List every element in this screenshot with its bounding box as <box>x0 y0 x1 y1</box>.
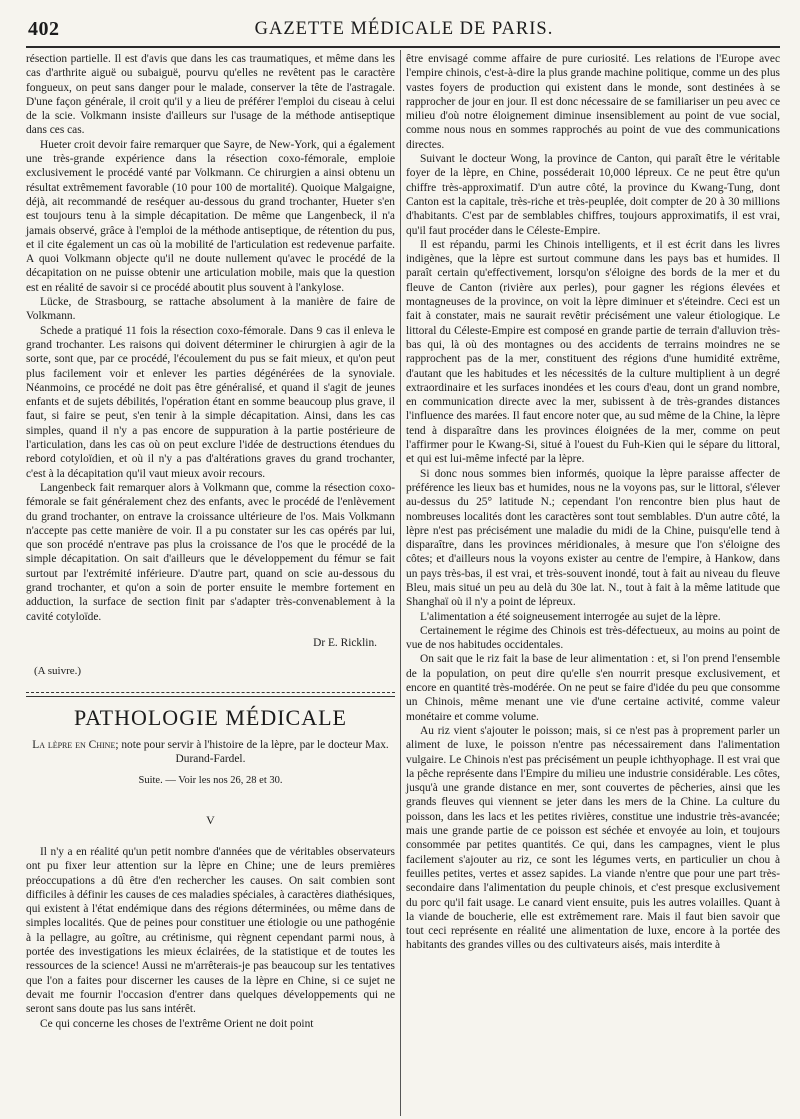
paragraph: Si donc nous sommes bien informés, quoique la lèpre paraisse affecter de préférence les lieux bas et humides, nous ne la voyons pas, sur le littoral, s'élever au-dessus du 25° latitude N.; cependant l'on rencontre bien plus haut de nombreuses localités dont les caractères sont tout semblables. D'un autre côté, la lèpre n'est pas précisément une maladie du midi de la Chine, puisqu'elle tend à disparaître, dans les provinces méridionales, à mesure que l'on s'éloigne des côtes; et d'ailleurs nous la voyons exister au centre de l'empire, à Hankow, dans un pays très-bas, il est vrai, et très-souvent inondé, tout à fait au niveau du fleuve Bleu, mais situé un peu au delà du 30e lat. N., tout à fait à la même latitude que Shanghaï où il n'y a point de lépreux. <box>406 467 780 609</box>
header-rule <box>26 46 780 48</box>
paragraph: Ce qui concerne les choses de l'extrême Orient ne doit point <box>40 1017 314 1030</box>
paragraph: Schede a pratiqué 11 fois la résection coxo-fémorale. Dans 9 cas il enleva le grand trochanter. Les raisons qui doivent déterminer le chirurgien à agir de la sorte, sont que, par ce procédé, l'écoulement du pus se fait mieux, et qu'on peut plus facilement voir et enlever les parties dégénérées de la synoviale. Néanmoins, ce procédé ne doit pas être généralisé, et quand il s'agit de jeunes enfants et de sujets débilités, l'opération étant en somme beaucoup plus grave, il faut, si faire se peut, s'en tenir à la simple décapitation. Ainsi, dans les cas simples, quand il n'y a pas encore de suppuration à la partie postérieure de l'articulation, dans les cas où on peut exclure l'idée de destructions étendues du rebord cotyloïdien, et où il n'y a pas d'altérations graves du grand trochanter, c'est à la décapitation qu'il vaut mieux avoir recours. <box>26 324 395 480</box>
page-number: 402 <box>28 18 60 40</box>
article-title-topic: La lèpre en Chine <box>32 738 116 751</box>
chapter-number: V <box>206 812 215 827</box>
right-column <box>406 52 780 953</box>
paragraph: Suivant le docteur Wong, la province de Canton, qui paraît être le véritable foyer de la lèpre, en Chine, posséderait 10,000 lépreux. Ce ne peut être qu'un chiffre très-approximatif. D'un autre côté, la province du Kwang-Tung, dont Canton est la capitale, très-riche et très-peuplée, doit compter de 20 à 30 millions d'habitants. C'est par de semblables chiffres, toujours approximatifs, il est vrai, qu'il faut procéder dans le Céleste-Empire. <box>406 153 780 237</box>
page-header <box>28 14 780 44</box>
paragraph: L'alimentation a été soigneusement interrogée au sujet de la lèpre. <box>420 610 721 623</box>
paragraph: Langenbeck fait remarquer alors à Volkmann que, comme la résection coxo-fémorale se fait généralement chez des enfants, avec le procédé de l'enlèvement du grand trochanter, on entrave la croissance ultérieure de l'os. Mais Volkmann n'accepte pas cette manière de voir. Il a pu constater sur les cas opérés par lui, que son procédé n'entrave pas plus la croissance de l'os que le procédé de la simple décapitation. On sait d'ailleurs que le développement du fémur se fait surtout par l'extrémité inférieure. D'autre part, quand on scie au-dessous du grand trochanter, et qu'on a soin de porter ensuite le membre fortement en adduction, la surface de section finit par s'adapter très-convenablement à la cavité cotyloïde. <box>26 481 395 623</box>
paragraph: On sait que le riz fait la base de leur alimentation : et, si l'on prend l'ensemble de la population, on peut dire qu'elle s'en nourrit presque exclusivement, et encore en quantité très-modérée. On ne peut se faire d'idée du peu que consomme un Chinois, même menant une vie d'une certaine activité, comme valeur monétaire et comme volume. <box>406 653 780 723</box>
paragraph: Il est répandu, parmi les Chinois intelligents, et il est écrit dans les livres indigènes, que la lèpre est surtout commune dans les pays bas et humides. Il paraît certain qu'effectivement, lorsqu'on s'éloigne des bords de la mer et du fleuve de Canton (rivière aux perles), pour gagner les régions élevées et montagneuses de la province, on voit la lèpre diminuer et s'éteindre. Ceci est un fait à constater, mais ne saurait revêtir précisément une valeur étiologique. Le littoral du Céleste-Empire est composé en grande partie de terrain d'alluvion très-bas qui, là où des montagnes ou des accidents de terrains moindres ne se rapprochent pas de la mer, constituent des régions d'une humidité extrême, d'autant que les habitudes et les nécessités de la culture multiplient à un degré extraordinaire et les surfaces inondées et les cours d'eau, dont un grand nombre, en communication directe avec la mer, subissent à de très-grandes distances l'influence des marées. Il faut encore noter que, au sud même de la Chine, la lèpre tend à disparaître dans les provinces éloignées de la mer, comme on peut l'affirmer pour le Kwang-Si, situé à l'ouest du Fuh-Kien qui le sépare du littoral, et qui est lui-même infecté par la lèpre. <box>406 238 780 466</box>
journal-title: GAZETTE MÉDICALE DE PARIS. <box>254 19 554 39</box>
paragraph: Certainement le régime des Chinois est très-défectueux, au moins au point de vue de nos habitudes occidentales. <box>406 624 780 652</box>
section-separator <box>26 692 395 697</box>
paragraph: Il n'y a en réalité qu'un petit nombre d'années que de véritables observateurs ont pu fixer leur attention sur la lèpre en Chine; une de leurs premières préoccupations a dû être d'en rechercher les causes. On sait combien sont difficiles à définir les causes de ces maladies spéciales, à caractères diathésiques, qui existent à l'état endémique dans des régions déterminées, ou même dans de simples localités. Que de peines pour constituer une étiologie ou une pathogénie à la pellagre, au goître, au crétinisme, qui règnent cependant parmi nous, à portée des investigations les mieux éclairées, de la statistique et de toutes les ressources de la science! Aussi ne m'arrêterais-je pas beaucoup sur les tentatives que l'on a faites pour discerner les causes de la lèpre en Chine, si ce sujet ne devait me fournir l'occasion d'entrer dans quelques développements qui ne seront sans doute pas lus sans intérêt. <box>26 845 395 1016</box>
paragraph: Lücke, de Strasbourg, se rattache absolument à la manière de faire de Volkmann. <box>26 296 395 323</box>
paragraph: Hueter croit devoir faire remarquer que Sayre, de New-York, qui a également une très-grande expérience dans la résection coxo-fémorale, emploie exclusivement le procédé vanté par Volkmann. Ce chirurgien a ainsi obtenu un résultat extrêmement favorable (10 pour 100 de mortalité). Quoique Malgaigne, déjà, ait recommandé de reséquer au-dessous du grand trochanter, Hueter s'en est toujours tenu à la simple décapitation. De même que Langenbeck, il n'a jamais observé, grâce à l'emploi de la méthode antiseptique, de rétention du pus, et il cite également un cas où la mobilité de l'articulation est redevenue parfaite. A quoi Volkmann objecte qu'il ne doute nullement qu'avec le procédé de la décapitation on ne puisse obtenir une articulation mobile, mais que la question est en réalité de savoir si ce procédé aboutit plus souvent à l'ankylose. <box>26 138 395 294</box>
paragraph: Au riz vient s'ajouter le poisson; mais, si ce n'est pas à proprement parler un aliment de luxe, le poisson n'entre pas nécessairement dans l'alimentation vulgaire. Le Chinois n'est pas précisément un peuple ichthyophage. Il est vrai que la pêche représente dans l'Empire du milieu une industrie considérable. Les côtes, jusqu'à une grande distance en mer, sont couvertes de pêcheries, ainsi que les grands fleuves qui viennent se jeter dans les mers de la Chine. La culture du poisson, dans les lacs et les petites rivières, constitue une industrie très-avancée; mais une grande partie de ce poisson est séchée et envoyée au loin, et toujours consommée par petites quantités. Ce qui, dans les campagnes, vient le plus facilement s'ajouter au riz, ce sont les légumes verts, en particulier un chou à feuilles petites, vertes et assez sapides. La viande n'entre que pour une part très-secondaire dans l'alimentation du peuple chinois, et c'est presque exclusivement du porc qu'il fait usage. Le canard vient ensuite, puis les autres volailles. Quant à la viande de boucherie, elle est extrêmement rare. Mais il faut bien savoir que tout ceci représente en réalité une alimentation de luxe, encore à la portée des habitants des grandes villes ou des cultivateurs aisés, mais interdite à <box>406 724 780 952</box>
article-title <box>32 738 389 767</box>
left-column <box>26 52 395 1031</box>
section-title: PATHOLOGIE MÉDICALE <box>73 705 347 731</box>
continuation-note: Suite. — Voir les nos 26, 28 et 30. <box>138 775 283 787</box>
article-title-rest: ; note pour servir à l'histoire de la lèpre, par le docteur Max. Durand-Fardel. <box>115 738 389 766</box>
continued-note: (A suivre.) <box>34 665 82 678</box>
author-signature: Dr E. Ricklin. <box>313 636 377 649</box>
paragraph: résection partielle. Il est d'avis que dans les cas traumatiques, et même dans les cas d'arthrite aiguë ou subaiguë, pourvu qu'elles ne revêtent pas le caractère fongueux, on peut sans danger pour le malade, conserver la tête de l'astragale. D'une façon générale, il croit qu'il y a lieu de préférer l'emploi du ciseau à celui de la scie. Volkmann insiste d'ailleurs sur l'usage de la méthode antiseptique dans ces cas. <box>26 53 395 137</box>
paragraph: être envisagé comme affaire de pure curiosité. Les relations de l'Europe avec l'empire chinois, c'est-à-dire la plus grande machine politique, comme un des plus vastes foyers de production qui existent dans le monde, sont destinées à se rapprocher de jour en jour. Il est donc nécessaire de se familiariser un peu avec ce milieu d'où notre éloignement diminue insensiblement au point de vue social, comme nous nous en sommes rapprochés au point de vue des communications directes. <box>406 53 780 151</box>
column-divider <box>400 50 401 1116</box>
